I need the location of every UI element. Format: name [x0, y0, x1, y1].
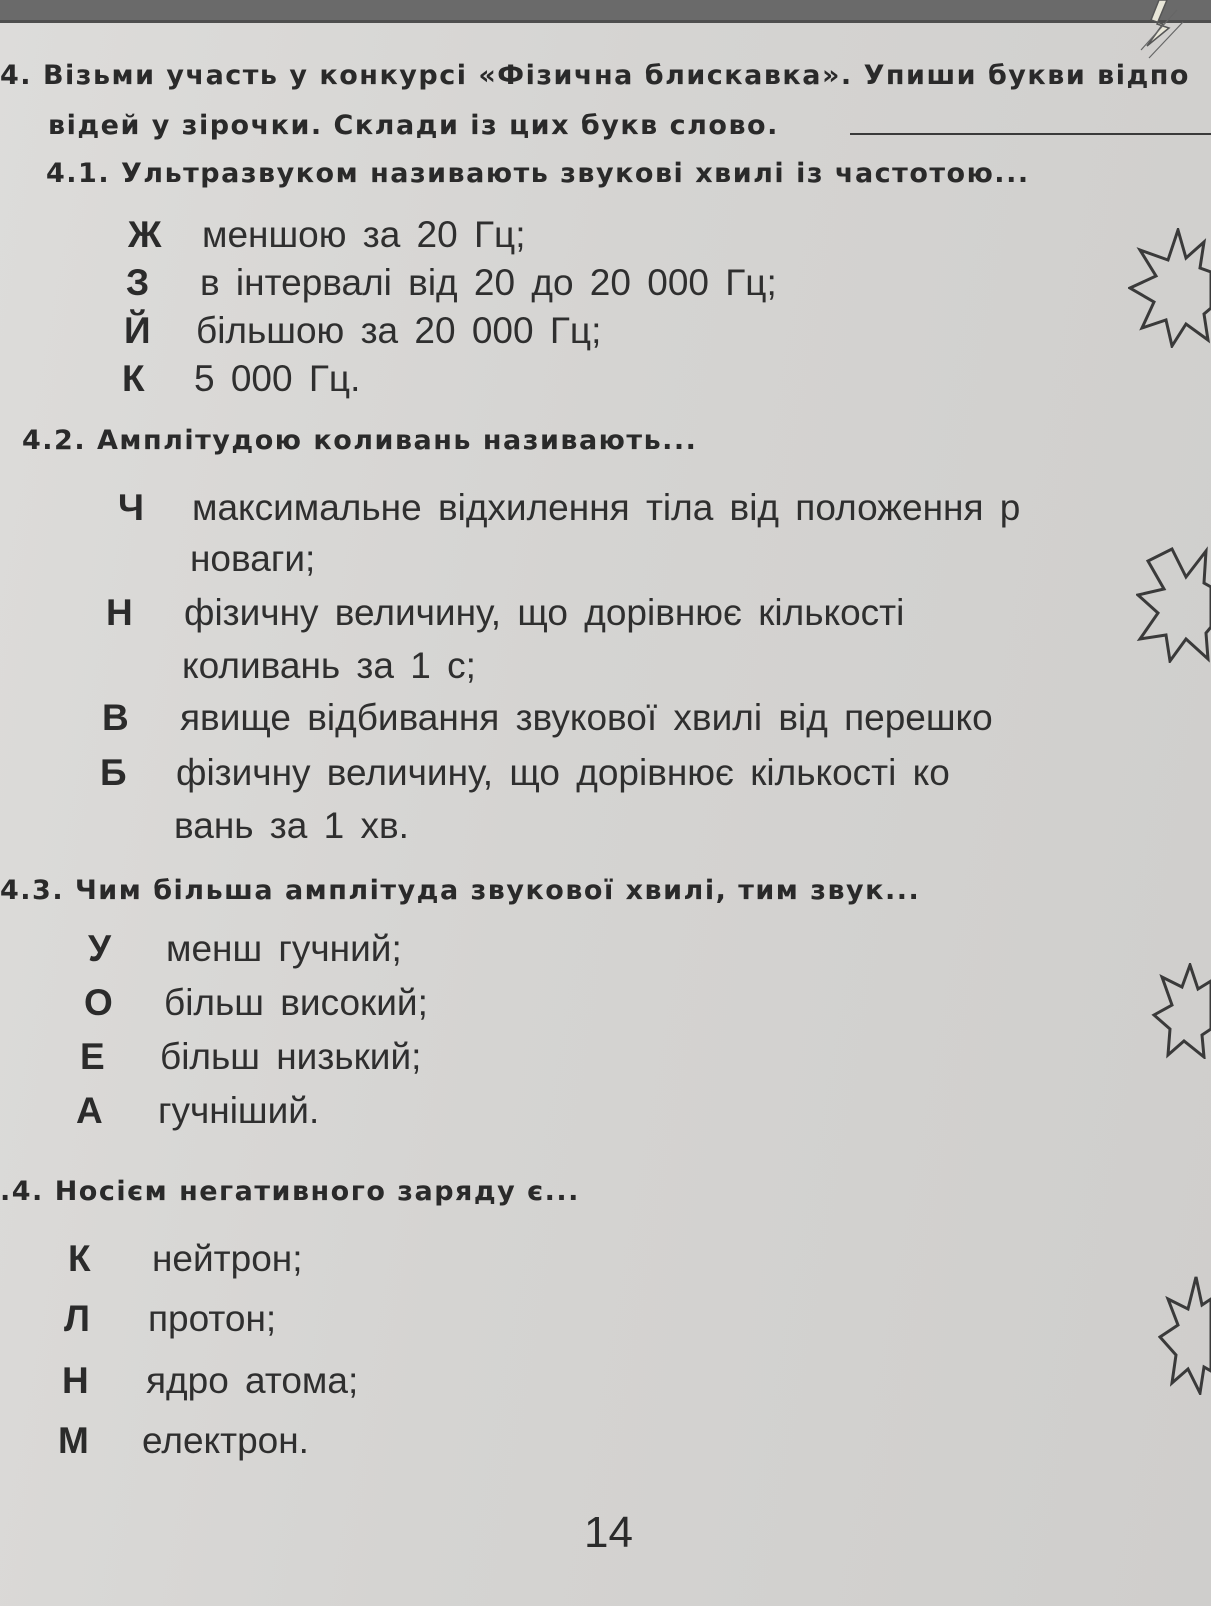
option-text: протон;: [148, 1298, 277, 1339]
star-answer-box-icon[interactable]: [1158, 1275, 1211, 1395]
star-answer-box-icon[interactable]: [1136, 543, 1211, 663]
option-letter: В: [102, 697, 129, 738]
option-text: максимальне відхилення тіла від положення р: [192, 487, 1021, 528]
option-text: фізичну величину, що дорівнює кількості: [184, 592, 905, 633]
decorative-corner-icon: [1129, 0, 1189, 62]
question-title: .4. Носієм негативного заряду є...: [0, 1176, 580, 1207]
option-text: 5 000 Гц.: [194, 358, 361, 399]
option-letter: Л: [64, 1298, 90, 1339]
option-letter: Ч: [118, 487, 144, 528]
option-text: менш гучний;: [166, 928, 402, 969]
option-letter: К: [122, 358, 145, 399]
option-text: більш низький;: [160, 1036, 422, 1077]
option-text: явище відбивання звукової хвилі від перешко: [180, 697, 993, 738]
star-answer-box-icon[interactable]: [1128, 228, 1211, 348]
option-text: більш високий;: [164, 982, 428, 1023]
star-answer-box-icon[interactable]: [1150, 963, 1211, 1059]
option-text-continued: вань за 1 хв.: [174, 805, 409, 846]
option-text-continued: коливань за 1 с;: [182, 645, 476, 686]
page-number: 14: [584, 1508, 633, 1557]
option-letter: Ж: [128, 214, 162, 255]
option-letter: З: [126, 262, 150, 303]
task-instruction-line-1: 4. Візьми участь у конкурсі «Фізична блискавка». Упиши букви відпо: [0, 60, 1190, 91]
option-text: фізичну величину, що дорівнює кількості ко: [176, 752, 950, 793]
option-text: ядро атома;: [146, 1360, 359, 1401]
option-letter: У: [88, 928, 112, 969]
option-letter: Е: [80, 1036, 105, 1077]
option-letter: А: [76, 1090, 103, 1131]
option-letter: Н: [62, 1360, 89, 1401]
option-letter: О: [84, 982, 113, 1023]
option-letter: М: [58, 1420, 89, 1461]
question-title: 4.2. Амплітудою коливань називають...: [22, 425, 698, 456]
option-text: електрон.: [142, 1420, 309, 1461]
option-text: меншою за 20 Гц;: [202, 214, 526, 255]
question-title: 4.3. Чим більша амплітуда звукової хвилі, тим звук...: [0, 875, 921, 906]
answer-word-blank[interactable]: [850, 133, 1211, 135]
option-text: більшою за 20 000 Гц;: [196, 310, 602, 351]
option-letter: Н: [106, 592, 133, 633]
header-band: [0, 0, 1211, 23]
option-text: нейтрон;: [152, 1238, 303, 1279]
task-instruction-line-2: відей у зірочки. Склади із цих букв слово.: [48, 110, 779, 141]
question-title: 4.1. Ультразвуком називають звукові хвилі із частотою...: [46, 158, 1030, 189]
option-text: в інтервалі від 20 до 20 000 Гц;: [200, 262, 777, 303]
option-letter: К: [68, 1238, 91, 1279]
option-letter: Б: [100, 752, 127, 793]
option-letter: Й: [124, 310, 151, 351]
option-text-continued: новаги;: [190, 538, 316, 579]
option-text: гучніший.: [158, 1090, 320, 1131]
